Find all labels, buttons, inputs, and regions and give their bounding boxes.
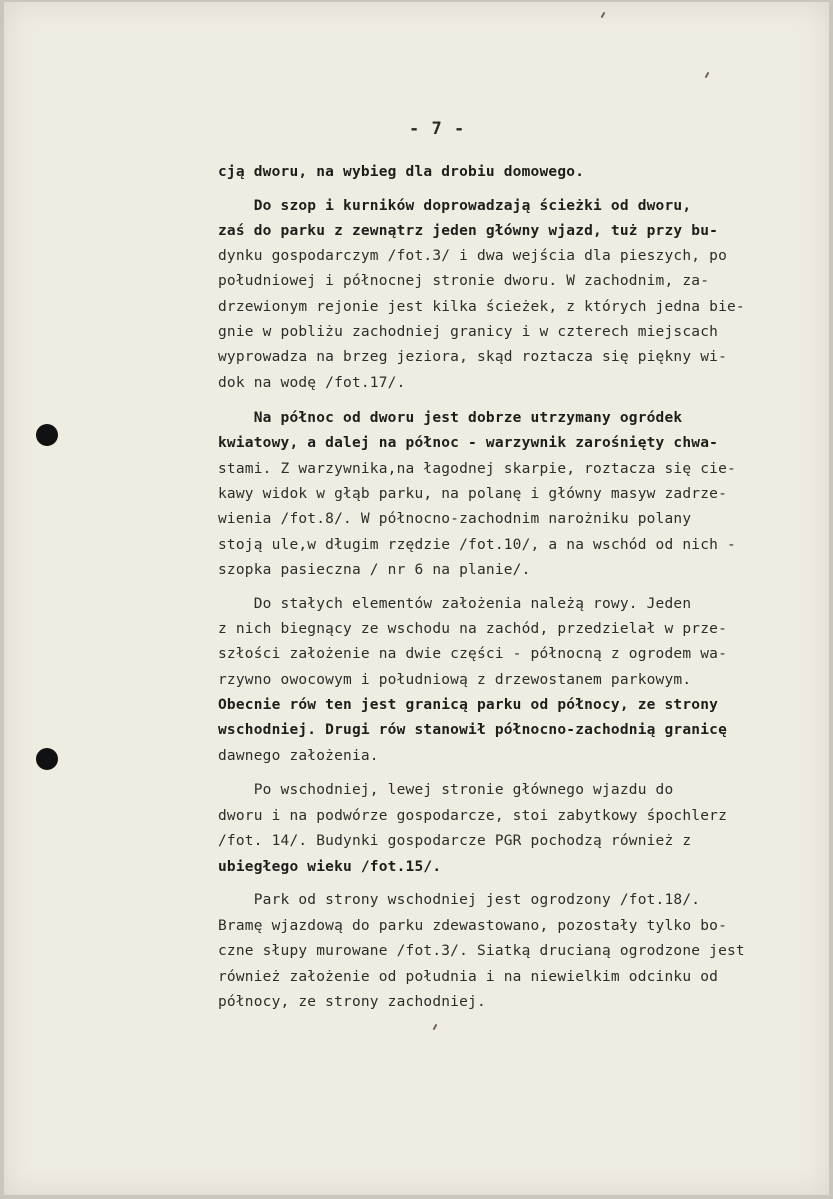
text-line: drzewionym rejonie jest kilka ścieżek, z których jedna bie- <box>218 299 745 315</box>
text-line: Do stałych elementów założenia należą rowy. Jeden <box>218 596 692 612</box>
text-line: Bramę wjazdową do parku zdewastowano, pozostały tylko bo- <box>218 918 727 934</box>
text-line: szopka pasieczna / nr 6 na planie/. <box>218 562 531 578</box>
text-line: dynku gospodarczym /fot.3/ i dwa wejścia dla pieszych, po <box>218 248 727 264</box>
document-page <box>4 2 829 1195</box>
punch-hole-bottom <box>36 748 58 770</box>
paper-speck <box>601 12 606 18</box>
text-line: czne słupy murowane /fot.3/. Siatką drucianą ogrodzone jest <box>218 943 745 959</box>
text-line: Na północ od dworu jest dobrze utrzymany ogródek <box>218 410 683 426</box>
text-line: zaś do parku z zewnątrz jeden główny wjazd, tuż przy bu- <box>218 223 719 239</box>
text-line: szłości założenie na dwie części - północną z ogrodem wa- <box>218 646 727 662</box>
text-line: Park od strony wschodniej jest ogrodzony /fot.18/. <box>218 892 701 908</box>
text-line: Do szop i kurników doprowadzają ścieżki od dworu, <box>218 198 692 214</box>
text-line: Obecnie rów ten jest granicą parku od północy, ze strony <box>218 697 719 713</box>
text-line: stoją ule,w długim rzędzie /fot.10/, a na wschód od nich - <box>218 537 736 553</box>
text-line: Po wschodniej, lewej stronie głównego wjazdu do <box>218 782 674 798</box>
text-line: północy, ze strony zachodniej. <box>218 994 486 1010</box>
text-line: kawy widok w głąb parku, na polanę i główny masyw zadrze- <box>218 486 727 502</box>
text-line: /fot. 14/. Budynki gospodarcze PGR pochodzą również z <box>218 833 692 849</box>
text-line: stami. Z warzywnika,na łagodnej skarpie, roztacza się cie- <box>218 461 736 477</box>
text-line: z nich biegnący ze wschodu na zachód, przedzielał w prze- <box>218 621 727 637</box>
text-line: wschodniej. Drugi rów stanowił północno-zachodnią granicę <box>218 722 727 738</box>
page-number: - 7 - <box>409 119 466 139</box>
paper-speck <box>705 72 710 78</box>
paper-speck <box>433 1024 438 1030</box>
text-line: dok na wodę /fot.17/. <box>218 375 406 391</box>
text-line: dworu i na podwórze gospodarcze, stoi zabytkowy śpochlerz <box>218 808 727 824</box>
text-line: dawnego założenia. <box>218 748 379 764</box>
punch-hole-top <box>36 424 58 446</box>
text-line: wienia /fot.8/. W północno-zachodnim narożniku polany <box>218 511 692 527</box>
text-line: wyprowadza na brzeg jeziora, skąd roztacza się piękny wi- <box>218 349 727 365</box>
text-line: również założenie od południa i na niewielkim odcinku od <box>218 969 719 985</box>
text-line: ubiegłego wieku /fot.15/. <box>218 859 442 875</box>
text-line: gnie w pobliżu zachodniej granicy i w czterech miejscach <box>218 324 719 340</box>
text-line: kwiatowy, a dalej na północ - warzywnik zarośnięty chwa- <box>218 435 719 451</box>
text-line: rzywno owocowym i południową z drzewostanem parkowym. <box>218 672 692 688</box>
text-line: południowej i północnej stronie dworu. W zachodnim, za- <box>218 273 710 289</box>
text-line: cją dworu, na wybieg dla drobiu domowego. <box>218 164 585 180</box>
